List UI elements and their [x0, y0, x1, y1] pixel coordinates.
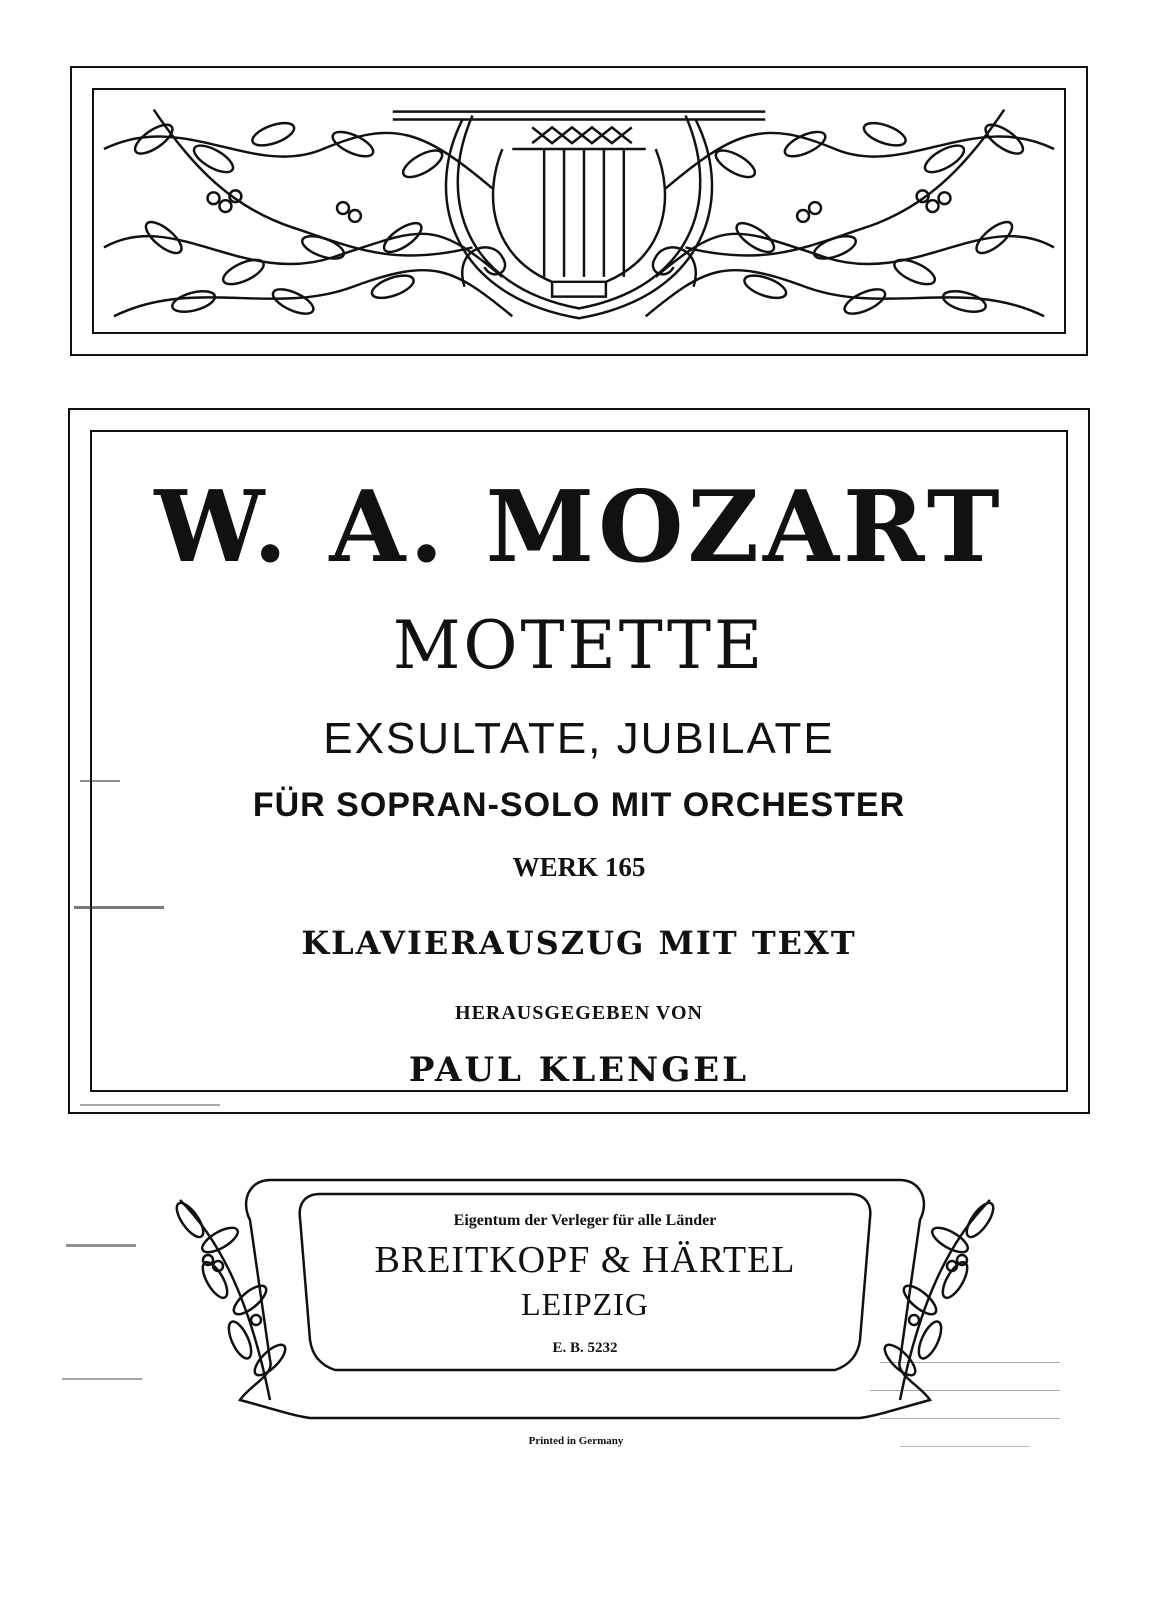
scoring-text: FÜR SOPRAN-SOLO MIT ORCHESTER	[252, 786, 906, 824]
edition-type: KLAVIERAUSZUG MIT TEXT	[301, 924, 857, 962]
publisher-city: LEIPZIG	[521, 1286, 649, 1322]
title-inner-frame	[90, 430, 1068, 1092]
header-ornament-frame	[70, 66, 1088, 356]
publisher-cartouche	[160, 1160, 1010, 1430]
opus-number: WERK 165	[512, 852, 646, 882]
lyre-ornament-icon	[94, 90, 1064, 332]
plate-number: E. B. 5232	[552, 1340, 618, 1356]
editor-name: PAUL KLENGEL	[408, 1050, 750, 1090]
publisher-name: BREITKOPF & HÄRTEL	[374, 1239, 796, 1281]
header-ornament-inner-frame	[92, 88, 1066, 334]
rights-notice: Eigentum der Verleger für alle Länder	[453, 1212, 717, 1229]
work-title: EXSULTATE, JUBILATE	[323, 714, 835, 763]
printed-notice: Printed in Germany	[528, 1435, 624, 1447]
composer-name: W. A. MOZART	[154, 470, 1004, 585]
work-genre: MOTETTE	[392, 607, 766, 684]
editor-label: HERAUSGEGEBEN VON	[455, 1002, 703, 1024]
title-frame	[68, 408, 1090, 1114]
